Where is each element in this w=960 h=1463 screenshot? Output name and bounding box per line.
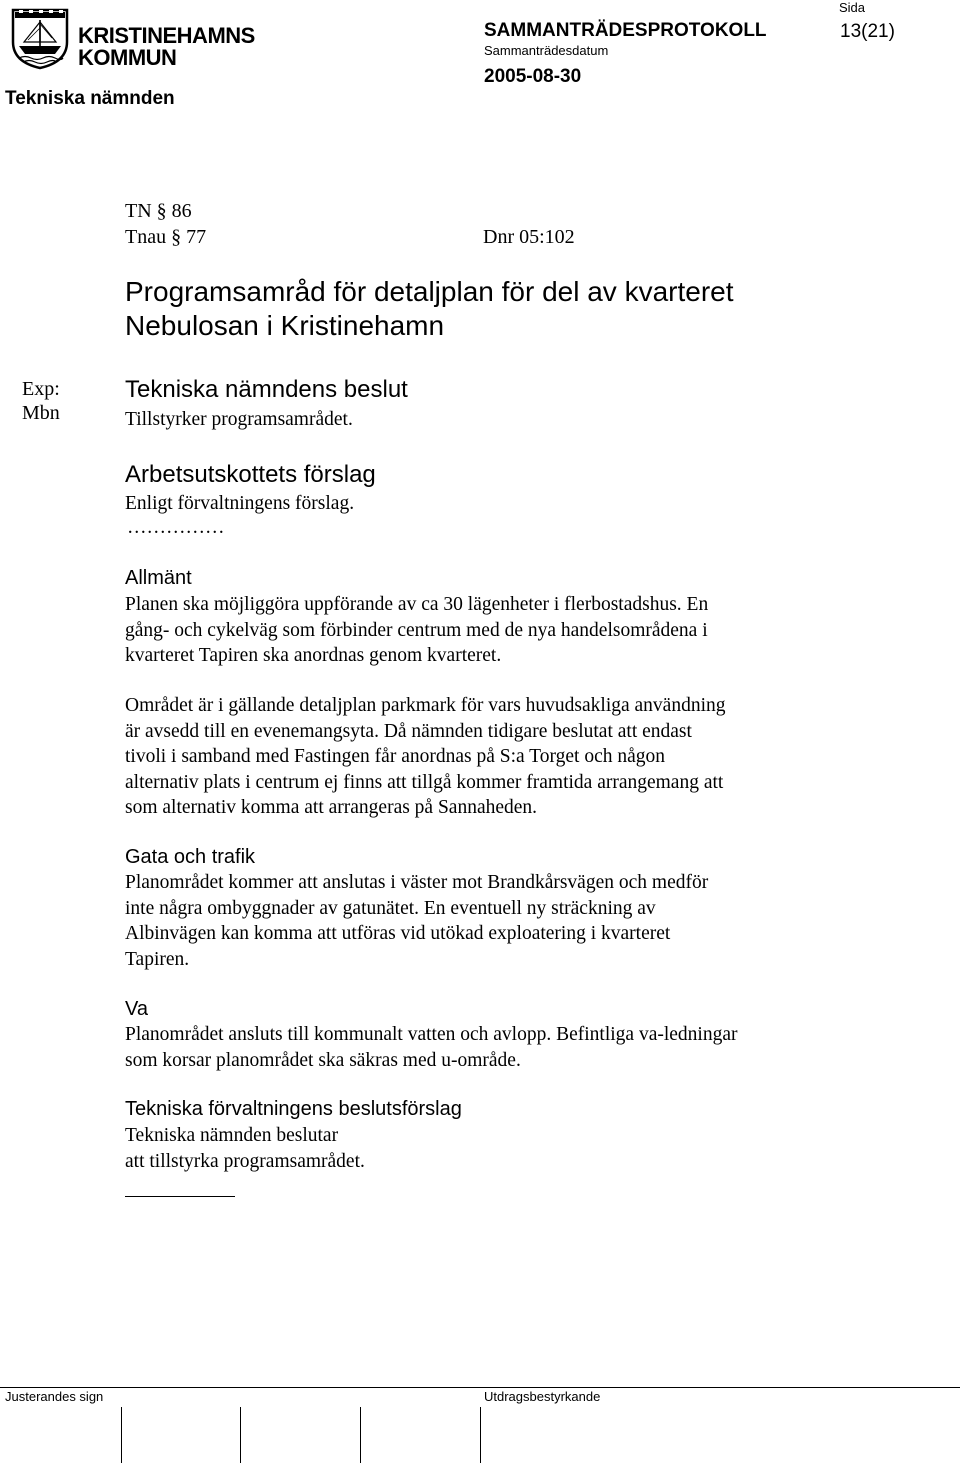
tn-paragraph-ref: TN § 86 [125, 200, 192, 222]
text-line: Tapiren. [125, 948, 190, 970]
text-line: Planområdet ansluts till kommunalt vatten och avlopp. Befintliga va-ledningar [125, 1024, 738, 1045]
footer-rule [0, 1387, 960, 1388]
text-line: som korsar planområdet ska säkras med u-område. [125, 1049, 521, 1071]
title-line-1: Programsamråd för detaljplan för del av kvarteret [125, 276, 734, 307]
proposal-text: Enligt förvaltningens förslag. [125, 493, 355, 514]
text-line: som alternativ komma att arrangeras på Sannaheden. [125, 797, 538, 818]
expedition-label: Exp: [22, 378, 60, 400]
water-paragraph [125, 1022, 825, 1073]
title-line-2: Nebulosan i Kristinehamn [125, 310, 445, 341]
coat-of-arms-icon [11, 8, 69, 70]
page-label: Sida [839, 0, 866, 15]
admin-proposal-paragraph [125, 1123, 825, 1174]
logo-line-1: KRISTINEHAMNS [78, 23, 255, 48]
text-line: Tekniska nämnden beslutar [125, 1125, 339, 1146]
text-line: är avsedd till en evenemangsyta. Då nämnden tidigare beslutat att endast [125, 720, 692, 742]
tnau-paragraph-ref: Tnau § 77 [125, 226, 207, 248]
signature-box-divider [240, 1407, 241, 1463]
separator-dots: …………… [127, 517, 225, 538]
decision-heading: Tekniska nämndens beslut [125, 376, 408, 403]
document-title [125, 275, 734, 343]
text-line: Planområdet kommer att anslutas i väster mot Brandkårsvägen och medför [125, 872, 709, 893]
committee-name: Tekniska nämnden [5, 88, 175, 109]
text-line: alternativ plats i centrum ej finns att tillgå kommer framtida arrangemang att [125, 771, 724, 793]
document-type: SAMMANTRÄDESPROTOKOLL [484, 20, 767, 41]
extract-certification-label: Utdragsbestyrkande [484, 1389, 601, 1404]
general-heading: Allmänt [125, 567, 192, 589]
logo-line-2: KOMMUN [78, 45, 177, 70]
general-paragraph-1 [125, 592, 825, 669]
text-line: tivoli i samband med Fastingen får anordnas på S:a Torget och någon [125, 746, 666, 767]
signature-box-divider [121, 1407, 122, 1463]
diary-number: Dnr 05:102 [483, 226, 575, 248]
logo-wordmark [78, 25, 255, 69]
traffic-paragraph [125, 870, 825, 972]
text-line: Området är i gällande detaljplan parkmark för vars huvudsakliga användning [125, 695, 726, 716]
text-line: Albinvägen kan komma att utföras vid utökad exploatering i kvarteret [125, 923, 671, 944]
meeting-date-label: Sammanträdesdatum [484, 43, 609, 58]
signature-box-divider [360, 1407, 361, 1463]
admin-proposal-heading: Tekniska förvaltningens beslutsförslag [125, 1098, 462, 1120]
meeting-date: 2005-08-30 [484, 66, 582, 87]
text-line: inte några ombyggnader av gatunätet. En eventuell ny sträckning av [125, 897, 656, 919]
water-heading: Va [125, 998, 148, 1020]
text-line: kvarteret Tapiren ska anordnas genom kvarteret. [125, 645, 502, 666]
traffic-heading: Gata och trafik [125, 846, 256, 868]
text-line: att tillstyrka programsamrådet. [125, 1150, 365, 1172]
end-rule [125, 1196, 235, 1197]
proposal-heading: Arbetsutskottets förslag [125, 461, 376, 488]
signature-label: Justerandes sign [5, 1389, 104, 1404]
page-number: 13(21) [840, 21, 895, 42]
signature-box-divider [480, 1407, 481, 1463]
text-line: Planen ska möjliggöra uppförande av ca 30 lägenheter i flerbostadshus. En [125, 594, 709, 615]
expedition-recipient: Mbn [22, 402, 60, 424]
general-paragraph-2 [125, 693, 825, 821]
decision-text: Tillstyrker programsamrådet. [125, 409, 353, 430]
text-line: gång- och cykelväg som förbinder centrum med de nya handelsområdena i [125, 619, 708, 641]
